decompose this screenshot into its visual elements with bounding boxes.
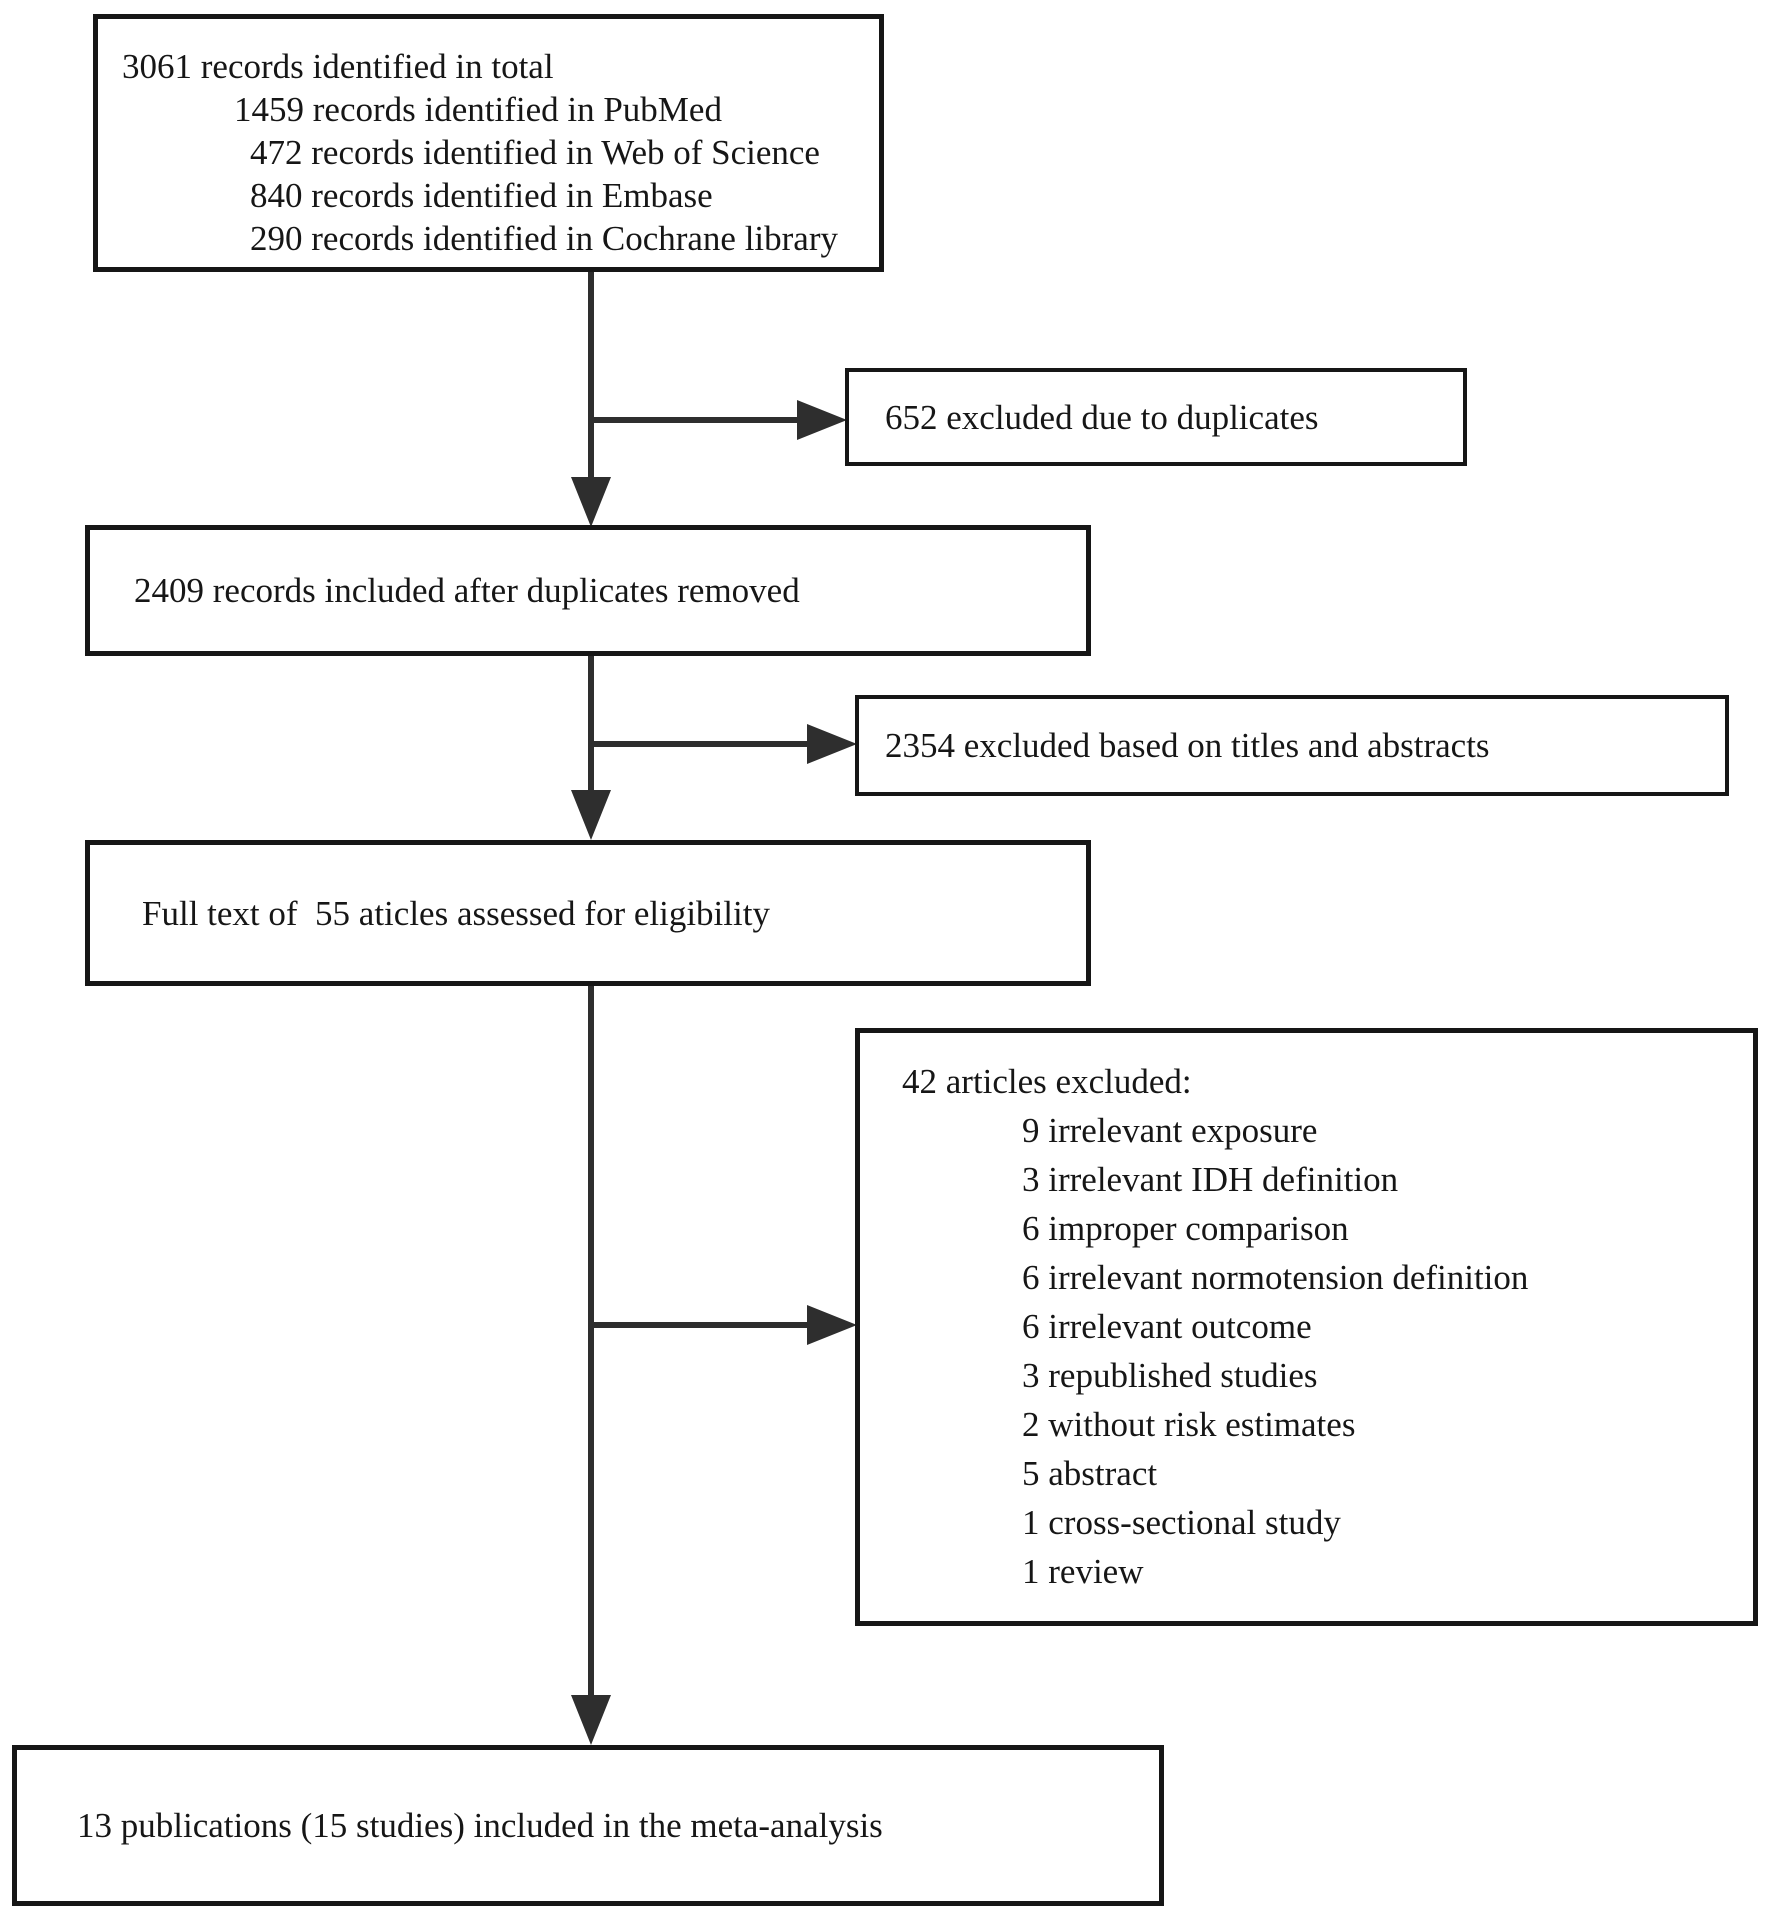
box-fulltext-excluded (855, 1028, 1758, 1626)
connector-horizontal (588, 1322, 807, 1328)
arrow-right (807, 724, 857, 764)
excluded-reason-item: 1 cross-sectional study (1022, 1503, 1341, 1542)
excluded-reason-item: 1 review (1022, 1552, 1144, 1591)
records-pubmed-line: 1459 records identified in PubMed (234, 90, 722, 129)
records-wos-line: 472 records identified in Web of Science (250, 133, 820, 172)
box-records-identified (93, 14, 884, 272)
excluded-reason-item: 3 irrelevant IDH definition (1022, 1160, 1399, 1199)
box-title-abstract-excluded (855, 695, 1729, 796)
excluded-reason-item: 5 abstract (1022, 1454, 1158, 1493)
connector-vertical (588, 655, 594, 792)
records-cochrane-line: 290 records identified in Cochrane library (250, 219, 838, 258)
arrow-right (807, 1305, 857, 1345)
arrow-right (797, 400, 847, 440)
arrow-down (571, 1695, 611, 1745)
connector-horizontal (588, 417, 797, 423)
box-included-meta-analysis (12, 1745, 1164, 1906)
records-embase-line: 840 records identified in Embase (250, 176, 713, 215)
records-total-line: 3061 records identified in total (122, 47, 554, 86)
after-duplicates-text: 2409 records included after duplicates removed (134, 571, 800, 610)
excluded-reason-item: 6 irrelevant outcome (1022, 1307, 1312, 1346)
excluded-reason-item: 6 irrelevant normotension definition (1022, 1258, 1529, 1297)
arrow-down (571, 477, 611, 527)
excluded-reason-item: 2 without risk estimates (1022, 1405, 1356, 1444)
connector-horizontal (588, 741, 807, 747)
box-records-after-duplicates (85, 525, 1091, 656)
arrow-down (571, 790, 611, 840)
excluded-reason-item: 9 irrelevant exposure (1022, 1111, 1318, 1150)
duplicates-excluded-text: 652 excluded due to duplicates (885, 397, 1319, 437)
included-meta-analysis-text: 13 publications (15 studies) included in the meta-analysis (77, 1806, 883, 1845)
fulltext-excluded-title: 42 articles excluded: (902, 1062, 1192, 1101)
title-abstract-excluded-text: 2354 excluded based on titles and abstracts (885, 726, 1490, 765)
excluded-reason-item: 3 republished studies (1022, 1356, 1318, 1395)
excluded-reason-item: 6 improper comparison (1022, 1209, 1349, 1248)
box-duplicates-excluded (845, 368, 1467, 466)
fulltext-assessed-text: Full text of 55 aticles assessed for eligibility (142, 893, 770, 933)
connector-vertical (588, 272, 594, 480)
box-fulltext-assessed (85, 840, 1091, 986)
connector-vertical (588, 985, 594, 1697)
